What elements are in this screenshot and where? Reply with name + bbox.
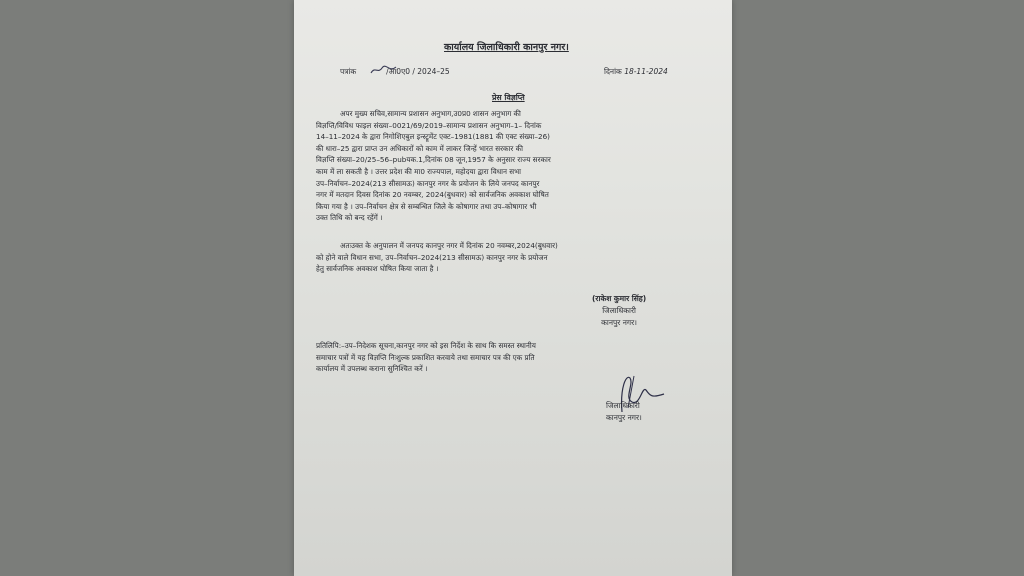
handwritten-number-mark — [369, 64, 399, 76]
date-value: 18-11-2024 — [624, 67, 668, 76]
paragraph-line: की धारा–25 द्वारा प्राप्त उन अधिकारों को काम में लाकर जिन्हें भारत सरकार की — [316, 143, 524, 153]
paragraph-line: विज्ञप्ति संख्या–20/25–56–pubयक.1,दिनांक 08 जून,1957 के अनुसार राज्य सरकार — [316, 155, 551, 165]
paragraph-line: उक्त तिथि को बन्द रहेंगें । — [316, 213, 383, 223]
document-page — [294, 0, 732, 576]
copy-line: कार्यालय में उपलब्ध कराना सुनिश्चित करें । — [316, 364, 428, 373]
footer-signature-block — [606, 400, 642, 424]
paragraph-line: नगर में मतदान दिवस दिनांक 20 नवम्बर, 2024(बुधवार) को सार्वजनिक अवकाश घोषित — [316, 190, 549, 200]
footer-place: कानपुर नगर। — [606, 413, 642, 422]
paragraph-line: अतःउक्त के अनुपालन में जनपद कानपुर नगर में दिनांक 20 नवम्बर,2024(बुधवार) — [340, 241, 558, 250]
paragraph-compliance — [316, 240, 558, 275]
signatory-name: (राकेश कुमार सिंह) — [592, 294, 647, 303]
paragraph-line: उप–निर्वाचन–2024(213 सीसामऊ) कानपुर नगर के प्रयोजन के लिये जनपद कानपुर — [316, 178, 540, 188]
copy-line: समाचार पत्रों में यह विज्ञप्ति निःशुल्क प्रकाशित करवाये तथा समाचार पत्र की एक प्रति — [316, 352, 535, 362]
signatory-place: कानपुर नगर। — [601, 318, 638, 327]
signature-block — [592, 293, 646, 329]
paragraph-line: 14–11–2024 के द्वारा निगोशिएबुल इन्स्ट्रूमेंट एक्ट–1981(1881 की एक्ट संख्या–26) — [316, 132, 550, 142]
office-heading: कार्यालय जिलाधिकारी कानपुर नगर। — [444, 42, 569, 53]
paragraph-line: हेतु सार्वजनिक अवकाश घोषित किया जाता है । — [316, 264, 439, 274]
signatory-title: जिलाधिकारी — [602, 306, 636, 315]
paragraph-line: अपर मुख्य सचिव,सामान्य प्रशासन अनुभाग,उ0प्र0 शासन अनुभाग की — [340, 109, 521, 118]
paragraph-line: को होने वाले विधान सभा, उप–निर्वाचन–2024(213 सीसामऊ) कानपुर नगर के प्रयोजन — [316, 252, 548, 262]
paragraph-main — [316, 108, 551, 224]
paragraph-line: काम में ला सकती है । उत्तर प्रदेश की मा0 राज्यपाल, महोदया द्वारा विधान सभा — [316, 166, 522, 176]
date-label: दिनांक — [604, 67, 622, 76]
copy-line: प्रतिलिपि:–उप–निदेशक सूचना,कानपुर नगर को इस निर्देश के साथ कि समस्त स्थानीय — [316, 341, 536, 350]
paragraph-line: विज्ञप्ति/विविध फाइल संख्या–0021/69/2019–सामान्य प्रशासन अनुभाग–1– दिनांक — [316, 120, 542, 130]
copy-to-section — [316, 340, 536, 375]
footer-title: जिलाधिकारी — [606, 401, 640, 410]
document-subject: प्रेस विज्ञप्ति — [492, 93, 525, 102]
ref-suffix: /आ0ए0 / 2024–25 — [386, 67, 450, 76]
document-date — [604, 67, 668, 76]
ref-prefix: पत्रांक — [340, 67, 357, 76]
paragraph-line: किया गया है । उप–निर्वाचन क्षेत्र से सम्बन्धित जिले के कोषागार तथा उप–कोषागार भी — [316, 201, 537, 211]
